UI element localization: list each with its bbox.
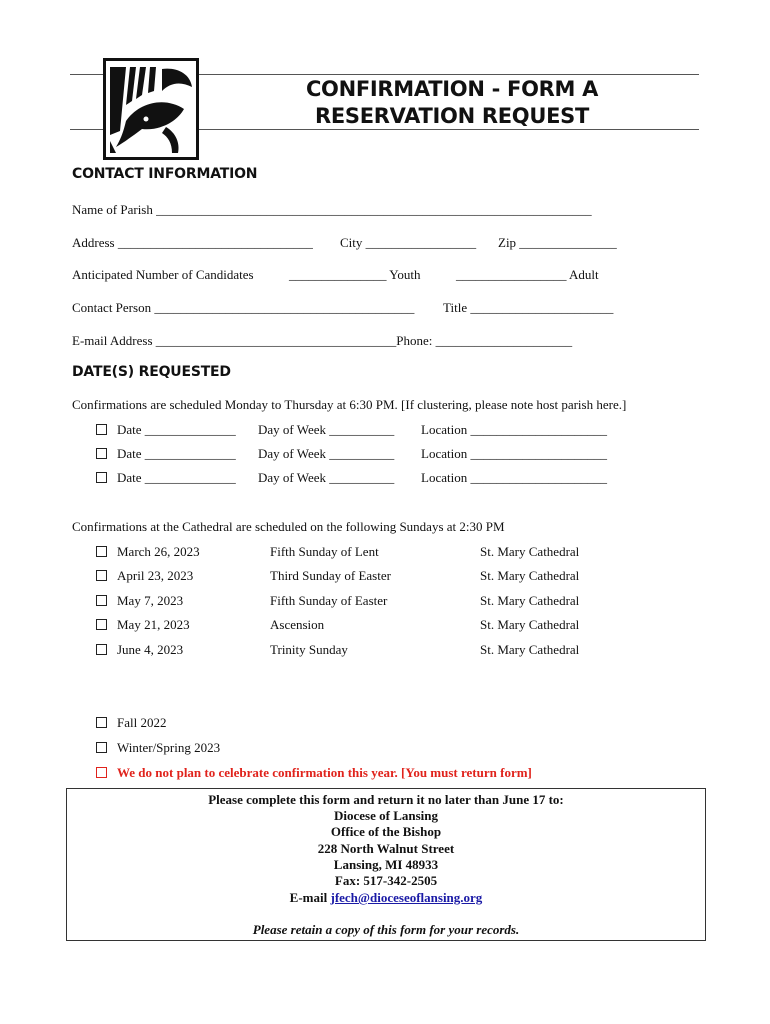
date-row-3 bbox=[96, 470, 236, 486]
cathedral-date: March 26, 2023 bbox=[117, 544, 200, 559]
return-line-6: Fax: 517-342-2505 bbox=[334, 873, 438, 888]
cathedral-checkbox[interactable] bbox=[96, 595, 107, 606]
day-field[interactable]: Day of Week __________ bbox=[258, 446, 395, 461]
day-field[interactable]: Day of Week __________ bbox=[258, 470, 395, 485]
date-row-2 bbox=[96, 446, 236, 462]
no-plan-option bbox=[96, 765, 532, 781]
fall-label: Fall 2022 bbox=[117, 715, 167, 730]
contact-person-field[interactable]: Contact Person ________________________________________ bbox=[72, 300, 415, 315]
email-phone-field[interactable]: E-mail Address _____________________________________Phone: _____________________ bbox=[72, 333, 573, 348]
winter-checkbox[interactable] bbox=[96, 742, 107, 753]
return-line-3: Office of the Bishop bbox=[330, 824, 442, 839]
dates-heading: DATE(S) REQUESTED bbox=[72, 364, 231, 380]
no-plan-checkbox[interactable] bbox=[96, 767, 107, 778]
return-line-5: Lansing, MI 48933 bbox=[333, 857, 439, 872]
cathedral-row bbox=[96, 544, 200, 560]
zip-field[interactable]: Zip _______________ bbox=[498, 235, 617, 250]
date-field[interactable]: Date ______________ bbox=[117, 422, 236, 437]
cathedral-row bbox=[96, 617, 190, 633]
candidates-label: Anticipated Number of Candidates bbox=[72, 267, 254, 282]
cathedral-note: Confirmations at the Cathedral are scheduled on the following Sundays at 2:30 PM bbox=[72, 519, 505, 534]
cathedral-row bbox=[96, 593, 183, 609]
parish-field[interactable]: Name of Parish ___________________________________________________________________ bbox=[72, 202, 592, 217]
adult-field[interactable]: _________________ Adult bbox=[456, 267, 599, 282]
date-row-1 bbox=[96, 422, 236, 438]
date-checkbox[interactable] bbox=[96, 472, 107, 483]
day-field[interactable]: Day of Week __________ bbox=[258, 422, 395, 437]
dove-logo bbox=[103, 58, 199, 160]
title-field[interactable]: Title ______________________ bbox=[443, 300, 614, 315]
cathedral-checkbox[interactable] bbox=[96, 644, 107, 655]
date-checkbox[interactable] bbox=[96, 424, 107, 435]
return-line-1: Please complete this form and return it no later than June 17 to: bbox=[208, 792, 564, 807]
winter-label: Winter/Spring 2023 bbox=[117, 740, 221, 755]
email-link[interactable]: jfech@dioceseoflansing.org bbox=[330, 890, 483, 905]
return-line-4: 228 North Walnut Street bbox=[317, 841, 455, 856]
location-field[interactable]: Location _____________________ bbox=[421, 470, 607, 485]
cathedral-occasion: Trinity Sunday bbox=[270, 642, 348, 657]
cathedral-date: June 4, 2023 bbox=[117, 642, 184, 657]
cathedral-occasion: Ascension bbox=[270, 617, 325, 632]
page-title bbox=[262, 76, 642, 130]
dates-note: Confirmations are scheduled Monday to Thursday at 6:30 PM. [If clustering, please note host parish here.] bbox=[72, 397, 627, 412]
cathedral-checkbox[interactable] bbox=[96, 619, 107, 630]
date-field[interactable]: Date ______________ bbox=[117, 470, 236, 485]
cathedral-checkbox[interactable] bbox=[96, 570, 107, 581]
cathedral-place: St. Mary Cathedral bbox=[480, 617, 580, 632]
date-field[interactable]: Date ______________ bbox=[117, 446, 236, 461]
cathedral-row bbox=[96, 642, 183, 658]
location-field[interactable]: Location _____________________ bbox=[421, 446, 607, 461]
cathedral-checkbox[interactable] bbox=[96, 546, 107, 557]
date-checkbox[interactable] bbox=[96, 448, 107, 459]
cathedral-place: St. Mary Cathedral bbox=[480, 593, 580, 608]
city-field[interactable]: City _________________ bbox=[340, 235, 477, 250]
winter-option bbox=[96, 740, 220, 756]
retain-note: Please retain a copy of this form for your records. bbox=[252, 922, 520, 937]
title-line-2: RESERVATION REQUEST bbox=[315, 104, 589, 128]
return-line-2: Diocese of Lansing bbox=[334, 808, 438, 823]
cathedral-occasion: Fifth Sunday of Lent bbox=[270, 544, 379, 559]
cathedral-place: St. Mary Cathedral bbox=[480, 568, 580, 583]
return-instructions-box bbox=[66, 788, 706, 941]
contact-heading: CONTACT INFORMATION bbox=[72, 166, 258, 182]
cathedral-row bbox=[96, 568, 193, 584]
cathedral-place: St. Mary Cathedral bbox=[480, 544, 580, 559]
fall-option bbox=[96, 715, 166, 731]
cathedral-date: May 21, 2023 bbox=[117, 617, 190, 632]
address-field[interactable]: Address ______________________________ bbox=[72, 235, 313, 250]
return-email-line bbox=[67, 890, 705, 906]
cathedral-occasion: Third Sunday of Easter bbox=[270, 568, 391, 583]
email-prefix: E-mail bbox=[289, 890, 331, 905]
title-line-1: CONFIRMATION - FORM A bbox=[305, 77, 599, 101]
fall-checkbox[interactable] bbox=[96, 717, 107, 728]
cathedral-date: April 23, 2023 bbox=[117, 568, 194, 583]
cathedral-date: May 7, 2023 bbox=[117, 593, 184, 608]
youth-field[interactable]: _______________ Youth bbox=[289, 267, 421, 282]
location-field[interactable]: Location _____________________ bbox=[421, 422, 607, 437]
dove-icon bbox=[106, 61, 196, 157]
no-plan-label: We do not plan to celebrate confirmation this year. [You must return form] bbox=[117, 765, 532, 780]
cathedral-occasion: Fifth Sunday of Easter bbox=[270, 593, 388, 608]
cathedral-place: St. Mary Cathedral bbox=[480, 642, 580, 657]
